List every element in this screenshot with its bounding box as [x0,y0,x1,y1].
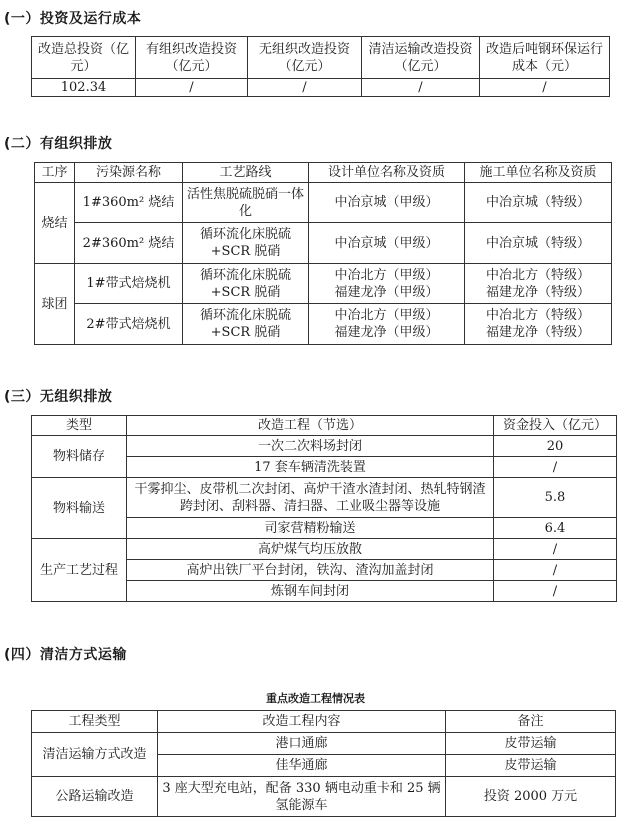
build-unit: 福建龙净（特级） [485,325,590,340]
section-4-title: (四）清洁方式运输 [4,647,127,663]
table-row [32,733,616,755]
total-investment: 102.34 [32,79,136,97]
note-cell: 投资 2000 万元 [446,777,616,817]
table-row [35,264,612,304]
build-cell [465,304,612,345]
type-cell: 生产工艺过程 [32,539,127,602]
design-cell: 中冶京城（甲级） [309,183,465,223]
design-unit: 福建龙净（甲级） [334,284,439,300]
fund-cell: / [494,539,617,560]
col-header: 有组织改造投资（亿元） [136,37,248,79]
source-cell: 1#带式焙烧机 [75,264,183,304]
col-header: 清洁运输改造投资（亿元） [362,37,480,79]
project-cell: 高炉出铁厂平台封闭，铁沟、渣沟加盖封闭 [127,560,494,581]
source-cell: 2#带式焙烧机 [75,304,183,345]
process-cell: 球团 [35,264,75,345]
design-cell [309,304,465,345]
col-header: 备注 [446,711,616,733]
route-cell: 循环流化床脱硫+SCR 脱硝 [183,304,309,345]
table-row [35,304,612,345]
clean-transport-table [31,710,616,817]
table-cell: / [480,79,610,97]
col-header: 工程类型 [32,711,158,733]
project-cell: 一次二次料场封闭 [127,436,494,457]
build-unit: 福建龙净（特级） [485,284,590,300]
col-header: 改造工程（节选） [127,416,494,436]
investment-table [31,36,610,97]
build-unit: 中冶北方（特级） [485,308,590,323]
organized-emission-table [34,162,612,345]
table-cell: / [136,79,248,97]
project-cell: 司家营精粉输送 [127,518,494,539]
col-header: 改造后吨钢环保运行成本（元） [480,37,610,79]
table-row [32,777,616,817]
content-cell: 3 座大型充电站，配备 330 辆电动重卡和 25 辆氢能源车 [158,777,446,817]
fund-cell: 6.4 [494,518,617,539]
table-caption: 重点改造工程情况表 [266,692,365,705]
design-cell: 中冶京城（甲级） [309,223,465,264]
table-cell: / [248,79,362,97]
content-cell: 港口通廊 [158,733,446,755]
design-unit: 中冶北方（甲级） [334,267,439,283]
content-cell: 佳华通廊 [158,755,446,777]
project-type-cell: 清洁运输方式改造 [32,733,158,777]
table-row [35,183,612,223]
col-header: 施工单位名称及资质 [465,163,612,183]
col-header: 设计单位名称及资质 [309,163,465,183]
note-cell: 皮带运输 [446,733,616,755]
route-cell: 循环流化床脱硫+SCR 脱硝 [183,223,309,264]
col-header: 资金投入（亿元） [494,416,617,436]
table-row [32,79,610,97]
build-unit: 中冶北方（特级） [485,267,590,283]
table-row [32,539,617,560]
project-type-cell: 公路运输改造 [32,777,158,817]
table-row [32,478,617,518]
source-cell: 2#360m² 烧结 [75,223,183,264]
section-3-title: (三）无组织排放 [4,389,113,405]
route-cell: 循环流化床脱硫+SCR 脱硝 [183,264,309,304]
fund-cell: 5.8 [494,478,617,518]
col-header: 改造工程内容 [158,711,446,733]
type-cell: 物料输送 [32,478,127,539]
fund-cell: / [494,581,617,602]
unorganized-emission-table [31,415,617,602]
col-header: 改造总投资（亿元） [32,37,136,79]
design-unit: 福建龙净（甲级） [334,325,439,340]
col-header: 工序 [35,163,75,183]
build-cell: 中冶京城（特级） [465,223,612,264]
type-cell: 物料储存 [32,436,127,478]
table-row [35,223,612,264]
process-cell: 烧结 [35,183,75,264]
build-cell [465,264,612,304]
fund-cell: / [494,457,617,478]
col-header: 工艺路线 [183,163,309,183]
source-cell: 1#360m² 烧结 [75,183,183,223]
note-cell: 皮带运输 [446,755,616,777]
project-cell: 17 套车辆清洗装置 [127,457,494,478]
fund-cell: / [494,560,617,581]
fund-cell: 20 [494,436,617,457]
project-cell: 炼钢车间封闭 [127,581,494,602]
table-cell: / [362,79,480,97]
project-cell: 干雾抑尘、皮带机二次封闭、高炉干渣水渣封闭、热轧特钢渣跨封闭、刮料器、清扫器、工业吸尘器等设施 [127,478,494,518]
design-cell [309,264,465,304]
build-cell: 中冶京城（特级） [465,183,612,223]
table-row [32,436,617,457]
design-unit: 中冶北方（甲级） [334,308,439,323]
section-1-title: (一）投资及运行成本 [4,11,142,27]
col-header: 类型 [32,416,127,436]
col-header: 污染源名称 [75,163,183,183]
route-cell: 活性焦脱硫脱硝一体化 [183,183,309,223]
section-2-title: (二）有组织排放 [4,136,113,152]
col-header: 无组织改造投资（亿元） [248,37,362,79]
project-cell: 高炉煤气均压放散 [127,539,494,560]
